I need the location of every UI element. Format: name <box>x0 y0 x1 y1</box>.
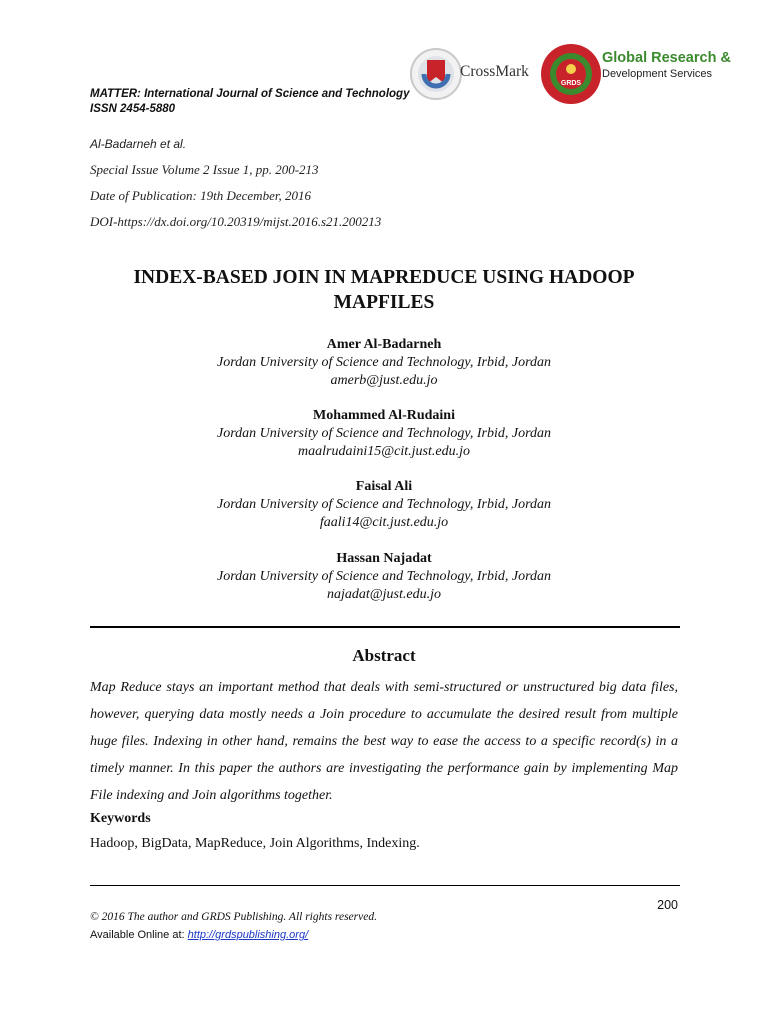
journal-header <box>90 87 409 117</box>
issn: ISSN 2454-5880 <box>90 103 176 115</box>
grds-subtitle: Development Services <box>602 68 713 80</box>
crossmark-logo[interactable] <box>410 48 540 100</box>
author-affiliation: Jordan University of Science and Technology, Irbid, Jordan <box>217 426 551 441</box>
grds-seal-icon <box>540 43 602 105</box>
title-line-1: INDEX-BASED JOIN IN MAPREDUCE USING HADOOP <box>133 267 635 288</box>
divider <box>90 626 680 628</box>
author-affiliation: Jordan University of Science and Technology, Irbid, Jordan <box>217 569 551 584</box>
publisher-link[interactable]: http://grdspublishing.org/ <box>187 929 309 941</box>
grds-seal-text: GRDS <box>560 80 582 87</box>
author-email[interactable]: amerb@just.edu.jo <box>330 373 438 388</box>
footer-divider <box>90 885 680 886</box>
author-block <box>90 336 678 390</box>
issue-info: Special Issue Volume 2 Issue 1, pp. 200-213 <box>90 162 319 177</box>
title-line-2: MAPFILES <box>333 292 435 313</box>
author-email[interactable]: najadat@just.edu.jo <box>327 587 441 602</box>
keywords-heading: Keywords <box>90 811 151 826</box>
author-affiliation: Jordan University of Science and Technology, Irbid, Jordan <box>217 355 551 370</box>
author-block <box>90 407 678 461</box>
doi: DOI-https://dx.doi.org/10.20319/mijst.2016.s21.200213 <box>90 214 382 229</box>
author-email[interactable]: maalrudaini15@cit.just.edu.jo <box>298 444 470 459</box>
author-affiliation: Jordan University of Science and Technology, Irbid, Jordan <box>217 497 551 512</box>
author-name: Mohammed Al-Rudaini <box>313 408 455 423</box>
author-name: Faisal Ali <box>355 479 413 494</box>
publication-date: Date of Publication: 19th December, 2016 <box>90 188 311 203</box>
author-block <box>90 550 678 604</box>
author-email[interactable]: faali14@cit.just.edu.jo <box>319 515 449 530</box>
abstract-heading: Abstract <box>352 646 416 665</box>
journal-name: MATTER: International Journal of Science and Technology <box>90 88 410 100</box>
author-short: Al-Badarneh et al. <box>90 137 187 151</box>
author-block <box>90 478 678 532</box>
crossmark-label: CrossMark <box>460 63 529 80</box>
copyright: © 2016 The author and GRDS Publishing. All rights reserved. <box>90 911 377 923</box>
grds-title: Global Research & <box>602 50 731 66</box>
author-name: Hassan Najadat <box>336 551 432 566</box>
crossmark-icon <box>410 48 462 100</box>
keywords-text: Hadoop, BigData, MapReduce, Join Algorithms, Indexing. <box>90 836 420 851</box>
page-number: 200 <box>657 898 678 912</box>
abstract-text: Map Reduce stays an important method that deals with semi-structured or unstructured big data files, however, querying data mostly needs a Join procedure to accumulate the desired result from multiple huge files. Indexing in other hand, remains the best way to ease the access to a specific record(s) in a timely manner. In this paper the authors are investigating the performance gain by implementing Map File indexing and Join algorithms together. <box>90 680 678 803</box>
available-online <box>90 929 308 941</box>
author-name: Amer Al-Badarneh <box>326 337 442 352</box>
available-label: Available Online at: <box>90 929 185 941</box>
paper-title <box>90 265 678 315</box>
grds-logo <box>540 43 731 109</box>
